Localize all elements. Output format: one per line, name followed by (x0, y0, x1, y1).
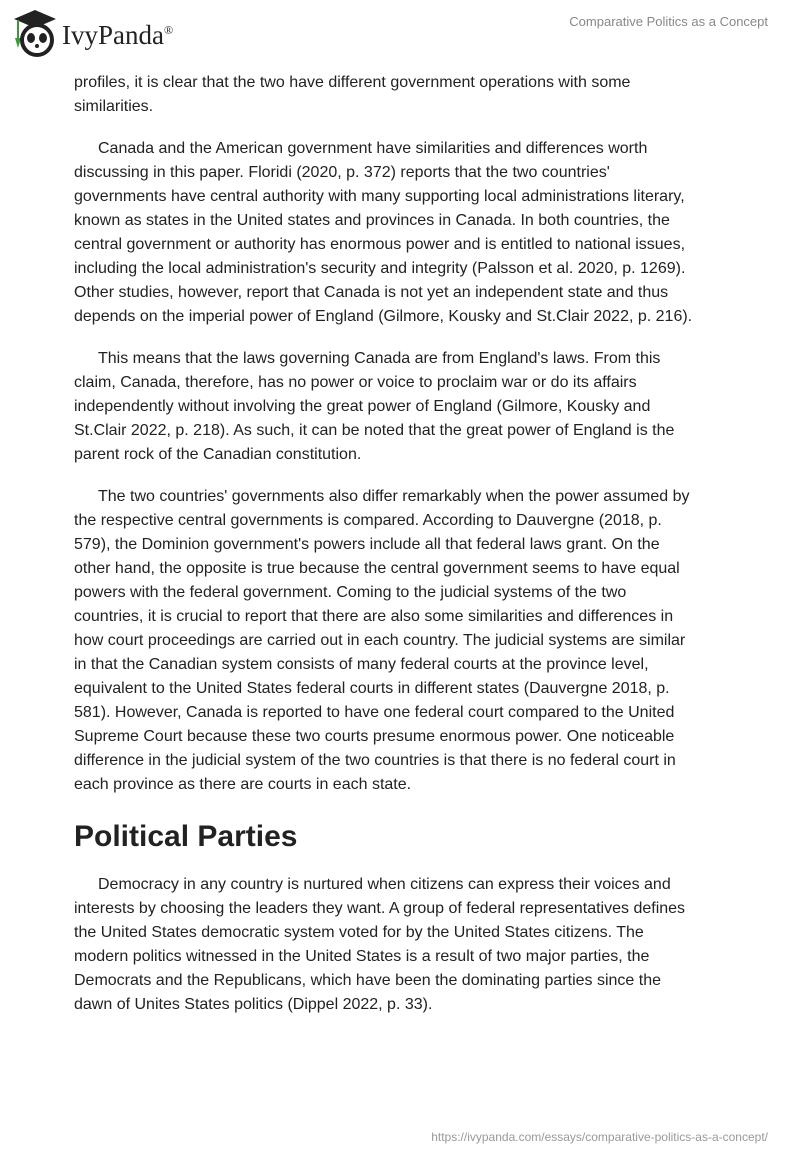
paragraph-line: St.Clair 2022, p. 218). As such, it can be noted that the great power of England is the (74, 422, 675, 439)
paragraph-line: the respective central governments is compared. According to Dauvergne (2018, p. (74, 512, 662, 529)
section-heading: Political Parties (74, 820, 298, 853)
paragraph-line: each province as there are courts in each state. (74, 776, 412, 793)
paragraph-line: equivalent to the United States federal courts in different states (Dauvergne 2018, p. (74, 680, 670, 697)
paragraph-line: 579), the Dominion government's powers include all that federal laws grant. On the (74, 536, 660, 553)
paragraph-line: independently without involving the great power of England (Gilmore, Kousky and (74, 398, 651, 415)
paragraph-line: interests by choosing the leaders they want. A group of federal representatives defines (74, 900, 686, 917)
paragraph-line: 581). However, Canada is reported to have one federal court compared to the United (74, 704, 675, 721)
paragraph (74, 71, 734, 119)
paragraph (74, 485, 734, 797)
panda-graduate-icon (12, 8, 58, 58)
paragraph-line: difference in the judicial system of the two countries is that there is no federal court in (74, 752, 676, 769)
paragraph-line: Supreme Court because these two courts presume enormous power. One noticeable (74, 728, 675, 745)
paragraph (74, 873, 734, 1017)
logo-text: IvyPanda® (62, 19, 174, 50)
paragraph-line: countries, it is crucial to report that there are also some similarities and differences in (74, 608, 674, 625)
paragraph-line: Democracy in any country is nurtured when citizens can express their voices and (98, 876, 671, 893)
footer-url-link[interactable]: https://ivypanda.com/essays/comparative-politics-as-a-concept/ (431, 1130, 768, 1144)
paragraph-line: dawn of Unites States politics (Dippel 2022, p. 33). (74, 996, 433, 1013)
paragraph-line: discussing in this paper. Floridi (2020, p. 372) reports that the two countries' (74, 164, 610, 181)
paragraph-line: other hand, the opposite is true because the central government seems to have equal (74, 560, 680, 577)
paragraph-line: governments have central authority with many supporting local administrations literary, (74, 188, 685, 205)
paragraph-line: in that the Canadian system consists of many federal courts at the province level, (74, 656, 649, 673)
paragraph (74, 347, 734, 467)
paragraph-line: how court proceedings are carried out in each country. The judicial systems are similar (74, 632, 686, 649)
paragraph-line: depends on the imperial power of England (Gilmore, Kousky and St.Clair 2022, p. 216). (74, 308, 693, 325)
essay-content (74, 71, 734, 1035)
ivypanda-logo[interactable] (12, 8, 173, 58)
paragraph-line: modern politics witnessed in the United States is a result of two major parties, the (74, 948, 650, 965)
paragraph-line: similarities. (74, 98, 154, 115)
paragraph-line: including the local administration's security and integrity (Palsson et al. 2020, p. 1269). (74, 260, 686, 277)
paragraph-line: the United States democratic system voted for by the United States citizens. The (74, 924, 644, 941)
paragraph-line: powers with the federal government. Coming to the judicial systems of the two (74, 584, 627, 601)
paragraph-line: central government or authority has enormous power and is entitled to national issues, (74, 236, 686, 253)
paragraph-line: parent rock of the Canadian constitution. (74, 446, 362, 463)
paragraph-line: known as states in the United states and provinces in Canada. In both countries, the (74, 212, 670, 229)
paragraph-line: claim, Canada, therefore, has no power or voice to proclaim war or do its affairs (74, 374, 637, 391)
paragraph-line: Other studies, however, report that Canada is not yet an independent state and thus (74, 284, 669, 301)
paragraph-line: Canada and the American government have similarities and differences worth (98, 140, 648, 157)
paragraph-line: The two countries' governments also differ remarkably when the power assumed by (98, 488, 690, 505)
paragraph-line: profiles, it is clear that the two have different government operations with some (74, 74, 631, 91)
paragraph (74, 137, 734, 329)
document-title: Comparative Politics as a Concept (569, 14, 768, 29)
paragraph-line: This means that the laws governing Canada are from England's laws. From this (98, 350, 661, 367)
paragraph-line: Democrats and the Republicans, which have been the dominating parties since the (74, 972, 662, 989)
